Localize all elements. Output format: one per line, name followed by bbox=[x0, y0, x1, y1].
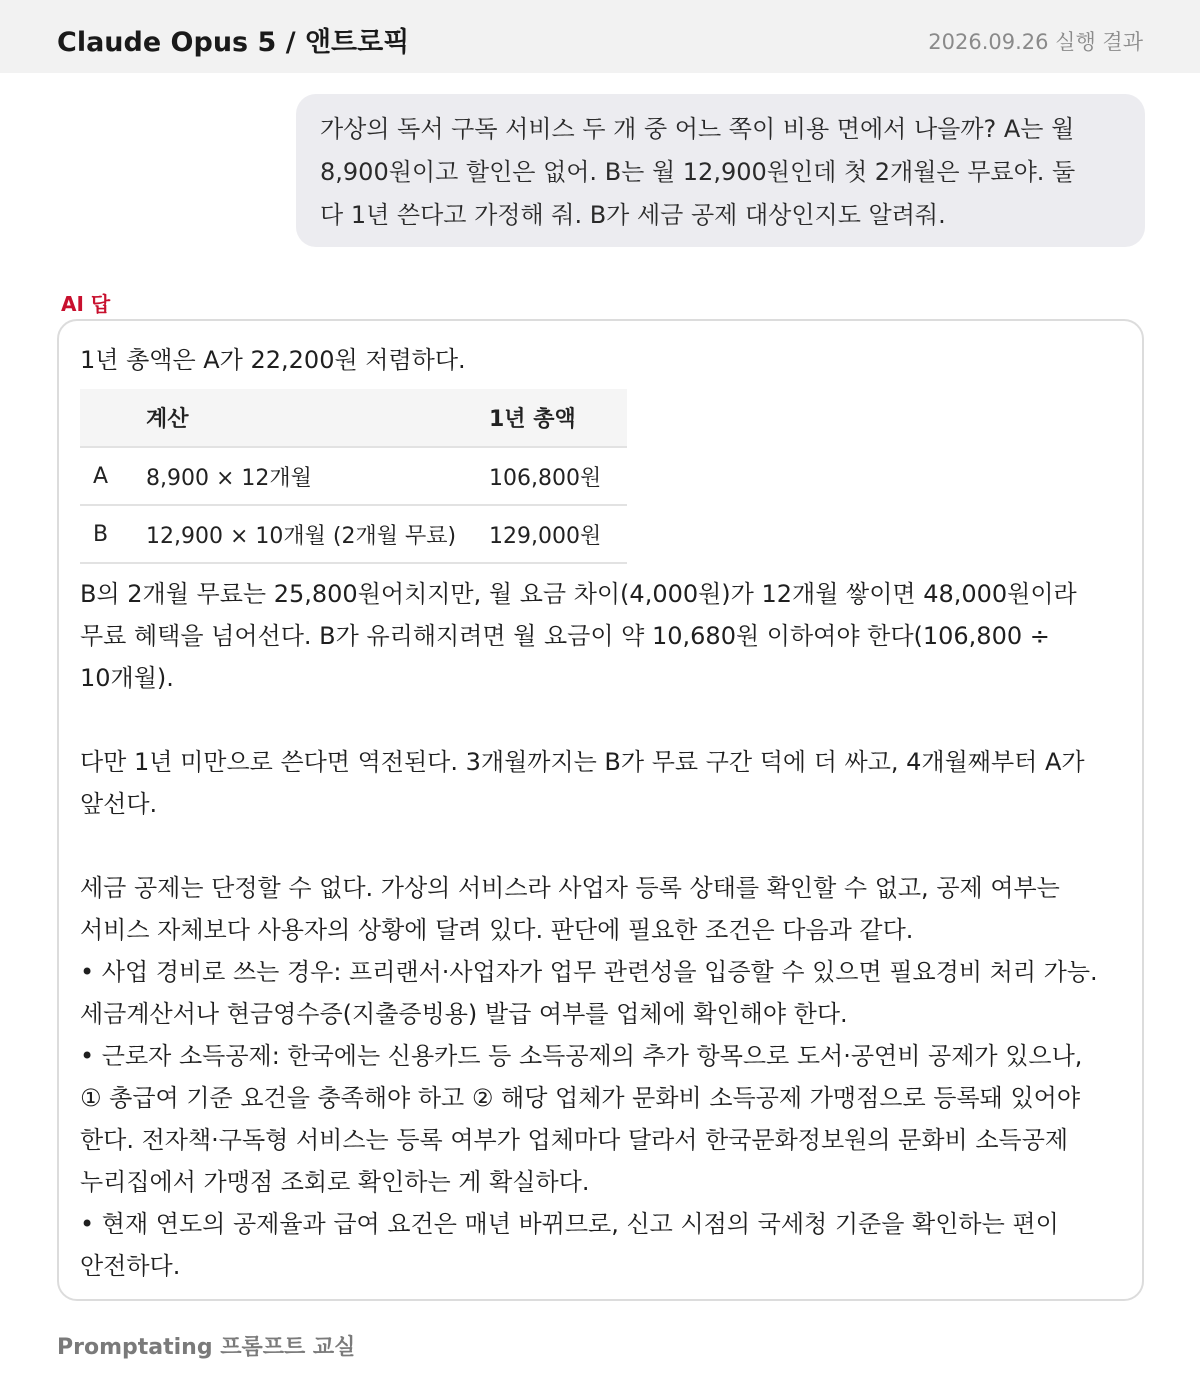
table-cell: B bbox=[80, 505, 146, 563]
answer-line: 앞선다. bbox=[80, 790, 158, 818]
user-message-line: 8,900원이고 할인은 없어. B는 월 12,900원인데 첫 2개월은 무료야. 둘 bbox=[320, 158, 1076, 186]
answer-body bbox=[80, 573, 1125, 1287]
table-header-row bbox=[80, 389, 627, 447]
user-message-line: 다 1년 쓴다고 가정해 줘. B가 세금 공제 대상인지도 알려줘. bbox=[320, 201, 946, 229]
answer-line: 세금 공제는 단정할 수 없다. 가상의 서비스라 사업자 등록 상태를 확인할 수 없고, 공제 여부는 bbox=[80, 874, 1060, 902]
table-cell: 12,900 × 10개월 (2개월 무료) bbox=[146, 505, 489, 563]
table-row bbox=[80, 505, 627, 563]
ai-answer-label: AI 답 bbox=[61, 292, 111, 316]
table-header-cell: 계산 bbox=[146, 389, 489, 447]
answer-line: 10개월). bbox=[80, 664, 174, 692]
answer-line: 한다. 전자책·구독형 서비스는 등록 여부가 업체마다 달라서 한국문화정보원의 문화비 소득공제 bbox=[80, 1126, 1069, 1154]
paragraph-gap bbox=[80, 699, 1125, 741]
header-bar bbox=[0, 0, 1200, 73]
table-cell: 8,900 × 12개월 bbox=[146, 447, 489, 505]
table-header-cell: 1년 총액 bbox=[489, 389, 627, 447]
answer-line: 다만 1년 미만으로 쓴다면 역전된다. 3개월까지는 B가 무료 구간 덕에 더 싸고, 4개월째부터 A가 bbox=[80, 748, 1085, 776]
table-header-cell bbox=[80, 389, 146, 447]
answer-lead: 1년 총액은 A가 22,200원 저렴하다. bbox=[80, 346, 466, 374]
answer-line: 안전하다. bbox=[80, 1252, 181, 1280]
answer-line: 세금계산서나 현금영수증(지출증빙용) 발급 여부를 업체에 확인해야 한다. bbox=[80, 1000, 848, 1028]
user-message-bubble bbox=[296, 94, 1145, 247]
answer-line: 무료 혜택을 넘어선다. B가 유리해지려면 월 요금이 약 10,680원 이하여야 한다(106,800 ÷ bbox=[80, 622, 1050, 650]
answer-line: 누리집에서 가맹점 조회로 확인하는 게 확실하다. bbox=[80, 1168, 590, 1196]
bullet-item: • 근로자 소득공제: 한국에는 신용카드 등 소득공제의 추가 항목으로 도서·공연비 공제가 있으나, bbox=[80, 1042, 1083, 1070]
answer-line: B의 2개월 무료는 25,800원어치지만, 월 요금 차이(4,000원)가 12개월 쌓이면 48,000원이라 bbox=[80, 580, 1077, 608]
cost-table bbox=[80, 389, 627, 564]
run-date: 2026.09.26 실행 결과 bbox=[928, 30, 1143, 54]
answer-line: ① 총급여 기준 요건을 충족해야 하고 ② 해당 업체가 문화비 소득공제 가맹점으로 등록돼 있어야 bbox=[80, 1084, 1081, 1112]
footer-brand: Promptating 프롬프트 교실 bbox=[57, 1335, 356, 1360]
table-row bbox=[80, 447, 627, 505]
table-cell: A bbox=[80, 447, 146, 505]
table-cell: 129,000원 bbox=[489, 505, 627, 563]
bullet-item: • 사업 경비로 쓰는 경우: 프리랜서·사업자가 업무 관련성을 입증할 수 있으면 필요경비 처리 가능. bbox=[80, 958, 1098, 986]
bullet-item: • 현재 연도의 공제율과 급여 요건은 매년 바뀌므로, 신고 시점의 국세청 기준을 확인하는 편이 bbox=[80, 1210, 1059, 1238]
answer-line: 서비스 자체보다 사용자의 상황에 달려 있다. 판단에 필요한 조건은 다음과 같다. bbox=[80, 916, 914, 944]
page-title: Claude Opus 5 / 앤트로픽 bbox=[57, 27, 410, 58]
table-cell: 106,800원 bbox=[489, 447, 627, 505]
paragraph-gap bbox=[80, 825, 1125, 867]
user-message-line: 가상의 독서 구독 서비스 두 개 중 어느 쪽이 비용 면에서 나을까? A는 월 bbox=[320, 115, 1075, 143]
